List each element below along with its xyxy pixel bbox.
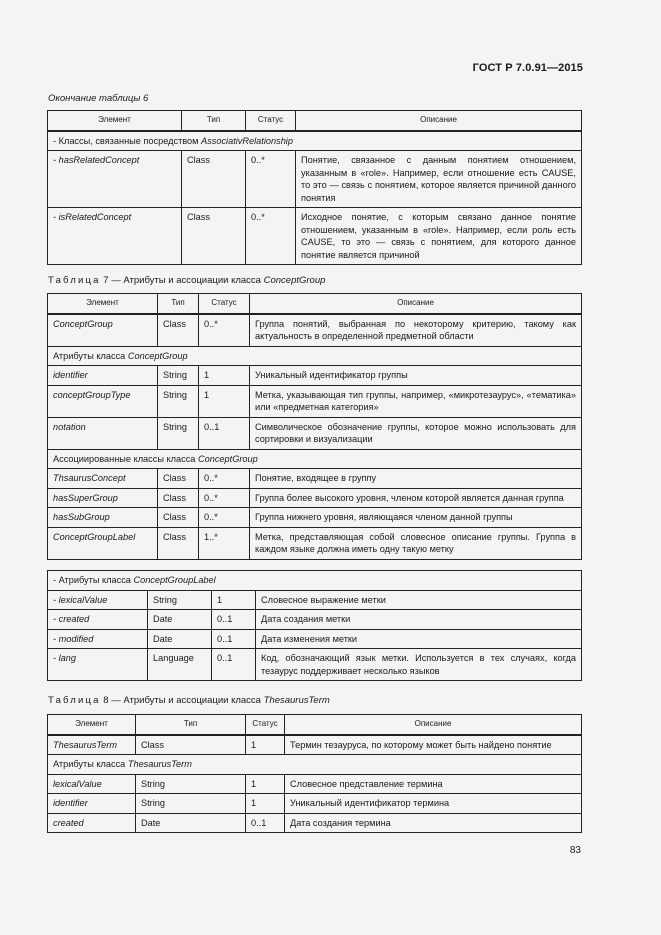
cell-type: String bbox=[136, 794, 246, 814]
col-element: Элемент bbox=[48, 715, 136, 735]
table-row bbox=[48, 208, 582, 265]
cell-description: Символическое обозначение группы, которое можно использовать для сортировки и визуализации bbox=[250, 417, 582, 449]
cell-type: String bbox=[158, 417, 199, 449]
table-row bbox=[48, 610, 582, 630]
col-element: Элемент bbox=[48, 294, 158, 314]
cell-description: Словесное представление термина bbox=[285, 774, 582, 794]
table7-caption: Таблица 7 — Атрибуты и ассоциации класса ConceptGroup bbox=[48, 275, 326, 286]
table-row bbox=[48, 508, 582, 528]
cell-type: Language bbox=[148, 649, 212, 681]
cell-element: - lexicalValue bbox=[48, 590, 148, 610]
section-title: - Атрибуты класса ConceptGroupLabel bbox=[48, 571, 582, 591]
table-header-row bbox=[48, 294, 582, 314]
cell-element: identifier bbox=[48, 366, 158, 386]
cell-element: - hasRelatedConcept bbox=[48, 151, 182, 208]
document-id: ГОСТ Р 7.0.91—2015 bbox=[472, 62, 583, 74]
cell-type: String bbox=[136, 774, 246, 794]
cell-status: 0..1 bbox=[212, 610, 256, 630]
table-row bbox=[48, 590, 582, 610]
cell-type: String bbox=[158, 385, 199, 417]
cell-description: Уникальный идентификатор термина bbox=[285, 794, 582, 814]
cell-element: - lang bbox=[48, 649, 148, 681]
cell-type: Class bbox=[158, 527, 199, 559]
cell-element: ThsaurusConcept bbox=[48, 469, 158, 489]
cell-description: Понятие, связанное с данным понятием отношением, указанным в «role». Например, если отношение есть CAUSE, то это — связь с понятием, которое является причиной данного понятия bbox=[296, 151, 582, 208]
table-7 bbox=[47, 293, 582, 560]
cell-status: 0..* bbox=[199, 469, 250, 489]
cell-element: notation bbox=[48, 417, 158, 449]
section-title: - Классы, связанные посредством AssociativRelationship bbox=[48, 131, 582, 151]
cell-type: Date bbox=[148, 610, 212, 630]
cell-element: ConceptGroupLabel bbox=[48, 527, 158, 559]
cell-element: hasSuperGroup bbox=[48, 488, 158, 508]
col-description: Описание bbox=[250, 294, 582, 314]
col-element: Элемент bbox=[48, 111, 182, 131]
table-7-label-attributes bbox=[47, 570, 582, 681]
cell-status: 0..1 bbox=[199, 417, 250, 449]
section-title: Ассоциированные классы класса ConceptGroup bbox=[48, 449, 582, 469]
cell-type: Class bbox=[136, 735, 246, 755]
section-row bbox=[48, 755, 582, 775]
table-row bbox=[48, 469, 582, 489]
cell-type: Class bbox=[182, 151, 246, 208]
table-row bbox=[48, 151, 582, 208]
cell-element: - created bbox=[48, 610, 148, 630]
section-title: Атрибуты класса ConceptGroup bbox=[48, 346, 582, 366]
table-6-end bbox=[47, 110, 582, 265]
table-header-row bbox=[48, 715, 582, 735]
cell-element: conceptGroupType bbox=[48, 385, 158, 417]
table-row bbox=[48, 366, 582, 386]
cell-type: Class bbox=[158, 469, 199, 489]
section-row bbox=[48, 449, 582, 469]
cell-description: Дата изменения метки bbox=[256, 629, 582, 649]
cell-element: identifier bbox=[48, 794, 136, 814]
table-row bbox=[48, 813, 582, 833]
cell-type: Class bbox=[158, 488, 199, 508]
col-description: Описание bbox=[296, 111, 582, 131]
cell-description: Словесное выражение метки bbox=[256, 590, 582, 610]
cell-status: 0..1 bbox=[212, 629, 256, 649]
cell-status: 1 bbox=[246, 774, 285, 794]
table-row bbox=[48, 488, 582, 508]
cell-element: - modified bbox=[48, 629, 148, 649]
cell-type: String bbox=[148, 590, 212, 610]
cell-description: Уникальный идентификатор группы bbox=[250, 366, 582, 386]
cell-element: hasSubGroup bbox=[48, 508, 158, 528]
table-row bbox=[48, 385, 582, 417]
cell-status: 0..* bbox=[199, 488, 250, 508]
cell-description: Понятие, входящее в группу bbox=[250, 469, 582, 489]
cell-element: ThesaurusTerm bbox=[48, 735, 136, 755]
cell-description: Дата создания метки bbox=[256, 610, 582, 630]
cell-status: 1 bbox=[212, 590, 256, 610]
col-status: Статус bbox=[199, 294, 250, 314]
cell-description: Группа понятий, выбранная по некоторому критерию, такому как актуальность в определенной предметной области bbox=[250, 314, 582, 347]
cell-status: 0..* bbox=[199, 508, 250, 528]
table-header-row bbox=[48, 111, 582, 131]
table-row bbox=[48, 794, 582, 814]
table-row bbox=[48, 417, 582, 449]
cell-type: Class bbox=[158, 508, 199, 528]
section-row bbox=[48, 131, 582, 151]
cell-type: Date bbox=[148, 629, 212, 649]
table-8 bbox=[47, 714, 582, 833]
cell-type: Class bbox=[182, 208, 246, 265]
col-type: Тип bbox=[158, 294, 199, 314]
section-row bbox=[48, 346, 582, 366]
cell-description: Группа нижнего уровня, являющаяся членом данной группы bbox=[250, 508, 582, 528]
cell-description: Код, обозначающий язык метки. Используется в тех случаях, когда тезаурус поддерживает несколько языков bbox=[256, 649, 582, 681]
table-row bbox=[48, 649, 582, 681]
cell-status: 1 bbox=[246, 794, 285, 814]
col-description: Описание bbox=[285, 715, 582, 735]
cell-element: lexicalValue bbox=[48, 774, 136, 794]
table-row bbox=[48, 735, 582, 755]
cell-status: 0..* bbox=[246, 151, 296, 208]
table-row bbox=[48, 629, 582, 649]
cell-description: Метка, указывающая тип группы, например, «микротезаурус», «тематика» или «предметная категория» bbox=[250, 385, 582, 417]
cell-type: Date bbox=[136, 813, 246, 833]
cell-description: Дата создания термина bbox=[285, 813, 582, 833]
cell-description: Исходное понятие, с которым связано данное понятие отношением, указанным в «role». Например, если роль есть CAUSE, то это — связь с понятием, для которого данное понятие является причиной bbox=[296, 208, 582, 265]
cell-element: - isRelatedConcept bbox=[48, 208, 182, 265]
cell-element: created bbox=[48, 813, 136, 833]
cell-element: ConceptGroup bbox=[48, 314, 158, 347]
cell-status: 1 bbox=[199, 366, 250, 386]
table6-caption: Окончание таблицы 6 bbox=[48, 93, 149, 104]
table-row bbox=[48, 527, 582, 559]
col-type: Тип bbox=[136, 715, 246, 735]
cell-status: 0..1 bbox=[212, 649, 256, 681]
section-row bbox=[48, 571, 582, 591]
cell-type: Class bbox=[158, 314, 199, 347]
page-number: 83 bbox=[569, 845, 581, 856]
cell-description: Метка, представляющая собой словесное описание группы. Группа в каждом языке должна иметь одну такую метку bbox=[250, 527, 582, 559]
col-status: Статус bbox=[246, 111, 296, 131]
cell-description: Группа более высокого уровня, членом которой является данная группа bbox=[250, 488, 582, 508]
col-type: Тип bbox=[182, 111, 246, 131]
cell-type: String bbox=[158, 366, 199, 386]
col-status: Статус bbox=[246, 715, 285, 735]
table-row bbox=[48, 314, 582, 347]
cell-status: 0..1 bbox=[246, 813, 285, 833]
cell-status: 1..* bbox=[199, 527, 250, 559]
table8-caption: Таблица 8 — Атрибуты и ассоциации класса ThesaurusTerm bbox=[48, 695, 330, 706]
table-row bbox=[48, 774, 582, 794]
cell-status: 0..* bbox=[199, 314, 250, 347]
cell-description: Термин тезауруса, по которому может быть найдено понятие bbox=[285, 735, 582, 755]
cell-status: 0..* bbox=[246, 208, 296, 265]
cell-status: 1 bbox=[246, 735, 285, 755]
cell-status: 1 bbox=[199, 385, 250, 417]
section-title: Атрибуты класса ThesaurusTerm bbox=[48, 755, 582, 775]
